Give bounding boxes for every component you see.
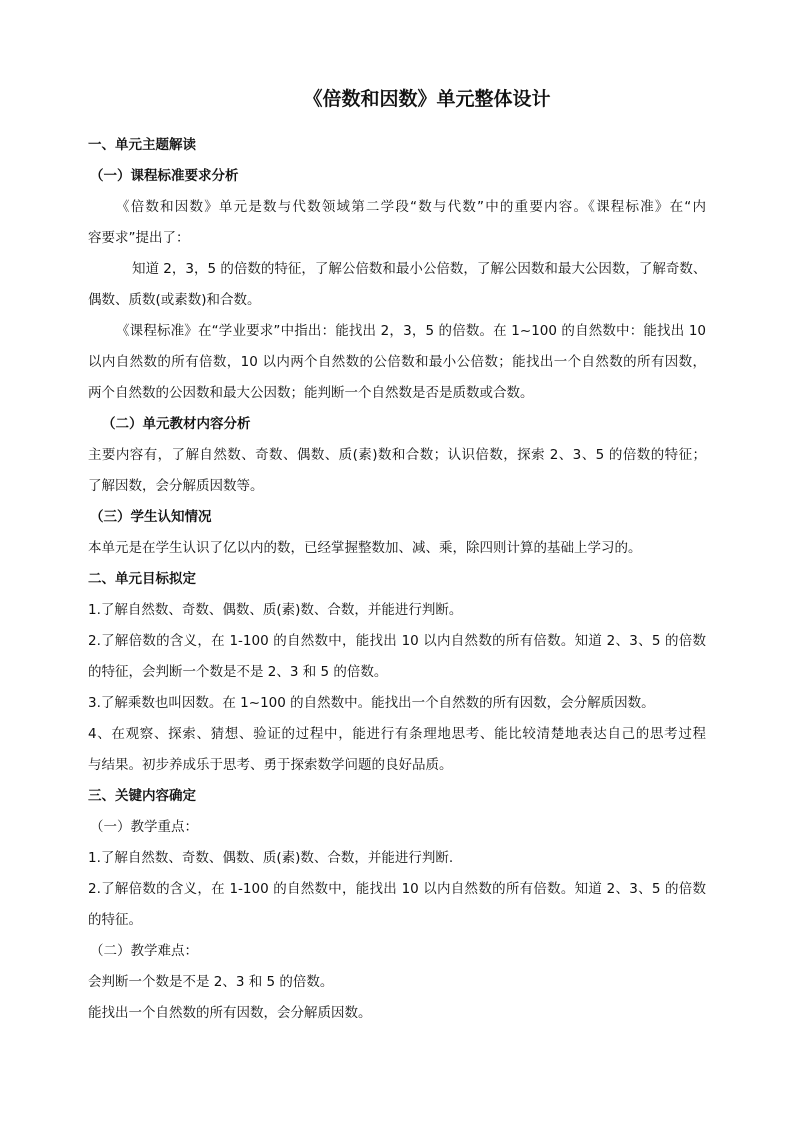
list-item-continuation: 的特征。 bbox=[88, 912, 142, 928]
paragraph-line: 能找出一个自然数的所有因数，会分解质因数。 bbox=[88, 1005, 372, 1021]
paragraph-line: 知道 2，3，5 的倍数的特征，了解公倍数和最小公倍数，了解公因数和最大公因数，了解奇数、 bbox=[132, 261, 707, 277]
list-item-continuation: 的特征，会判断一个数是不是 2、3 和 5 的倍数。 bbox=[88, 664, 388, 680]
paragraph-line: 主要内容有，了解自然数、奇数、偶数、质(素)数和合数；认识倍数，探索 2、3、5 的倍数的特征； bbox=[88, 447, 706, 463]
section-heading-1: 一、单元主题解读 bbox=[88, 137, 196, 153]
subsection-heading-3-2: （二）教学难点： bbox=[90, 943, 198, 959]
paragraph-line: 两个自然数的公因数和最大公因数；能判断一个自然数是否是质数或合数。 bbox=[88, 385, 534, 401]
paragraph-line: 了解因数，会分解质因数等。 bbox=[88, 478, 264, 494]
paragraph-line: 《课程标准》在“学业要求”中指出：能找出 2，3，5 的倍数。在 1~100 的自然数中：能找出 10 bbox=[116, 323, 706, 339]
list-item: 1.了解自然数、奇数、偶数、质(素)数、合数，并能进行判断。 bbox=[88, 602, 463, 618]
subsection-heading-1-2: （二）单元教材内容分析 bbox=[102, 416, 251, 432]
section-heading-3: 三、关键内容确定 bbox=[88, 788, 196, 804]
subsection-heading-1-1: （一）课程标准要求分析 bbox=[90, 168, 239, 184]
subsection-heading-3-1: （一）教学重点： bbox=[90, 819, 198, 835]
paragraph-line: 以内自然数的所有倍数，10 以内两个自然数的公倍数和最小公倍数；能找出一个自然数的所有因数， bbox=[88, 354, 706, 370]
paragraph-line: 偶数、质数(或素数)和合数。 bbox=[88, 292, 261, 308]
list-item: 2.了解倍数的含义，在 1-100 的自然数中，能找出 10 以内自然数的所有倍数。知道 2、3、5 的倍数 bbox=[88, 881, 706, 897]
subsection-heading-1-3: （三）学生认知情况 bbox=[90, 509, 212, 525]
section-heading-2: 二、单元目标拟定 bbox=[88, 571, 196, 587]
list-item: 4、在观察、探索、猜想、验证的过程中，能进行有条理地思考、能比较清楚地表达自己的思考过程 bbox=[88, 726, 706, 742]
paragraph-line: 本单元是在学生认识了亿以内的数，已经掌握整数加、减、乘，除四则计算的基础上学习的。 bbox=[88, 540, 642, 556]
list-item-continuation: 与结果。初步养成乐于思考、勇于探索数学问题的良好品质。 bbox=[88, 757, 453, 773]
list-item: 1.了解自然数、奇数、偶数、质(素)数、合数，并能进行判断. bbox=[88, 850, 454, 866]
document-title: 《倍数和因数》单元整体设计 bbox=[303, 88, 551, 110]
list-item: 2.了解倍数的含义，在 1-100 的自然数中，能找出 10 以内自然数的所有倍数。知道 2、3、5 的倍数 bbox=[88, 633, 706, 649]
paragraph-line: 《倍数和因数》单元是数与代数领域第二学段“数与代数”中的重要内容。《课程标准》在“内 bbox=[116, 199, 706, 215]
paragraph-line: 容要求”提出了： bbox=[88, 230, 190, 246]
paragraph-line: 会判断一个数是不是 2、3 和 5 的倍数。 bbox=[88, 974, 334, 990]
list-item: 3.了解乘数也叫因数。在 1~100 的自然数中。能找出一个自然数的所有因数，会分解质因数。 bbox=[88, 695, 655, 711]
